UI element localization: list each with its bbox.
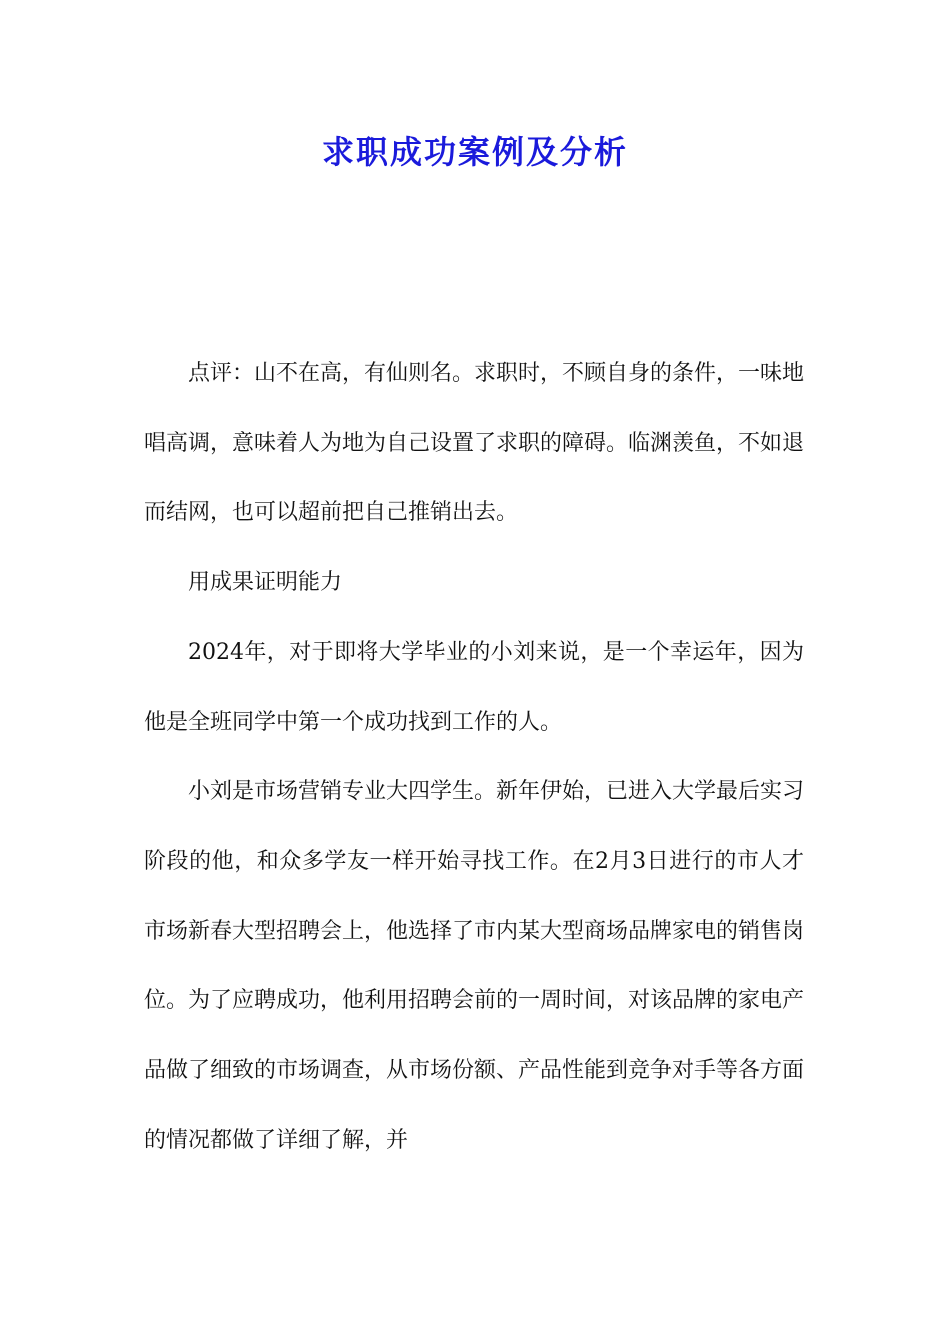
paragraph-section-heading: 用成果证明能力 — [188, 570, 343, 596]
paragraph-review: 点评：山不在高，有仙则名。求职时，不顾自身的条件，一味地唱高调，意味着人为地为自己设置了求职的障碍。临渊羡鱼，不如退而结网，也可以超前把自己推销出去。 — [144, 361, 805, 526]
document-title: 求职成功案例及分析 — [321, 133, 628, 171]
document-body — [144, 339, 804, 1175]
paragraph-intro: 2024年，对于即将大学毕业的小刘来说，是一个幸运年，因为他是全班同学中第一个成功找到工作的人。 — [144, 639, 804, 735]
paragraph-story: 小刘是市场营销专业大四学生。新年伊始，已进入大学最后实习阶段的他，和众多学友一样开始寻找工作。在2月3日进行的市人才市场新春大型招聘会上，他选择了市内某大型商场品牌家电的销售岗位。为了应聘成功，他利用招聘会前的一周时间，对该品牌的家电产品做了细致的市场调查，从市场份额、产品性能到竞争对手等各方面的情况都做了详细了解，并 — [144, 779, 805, 1153]
